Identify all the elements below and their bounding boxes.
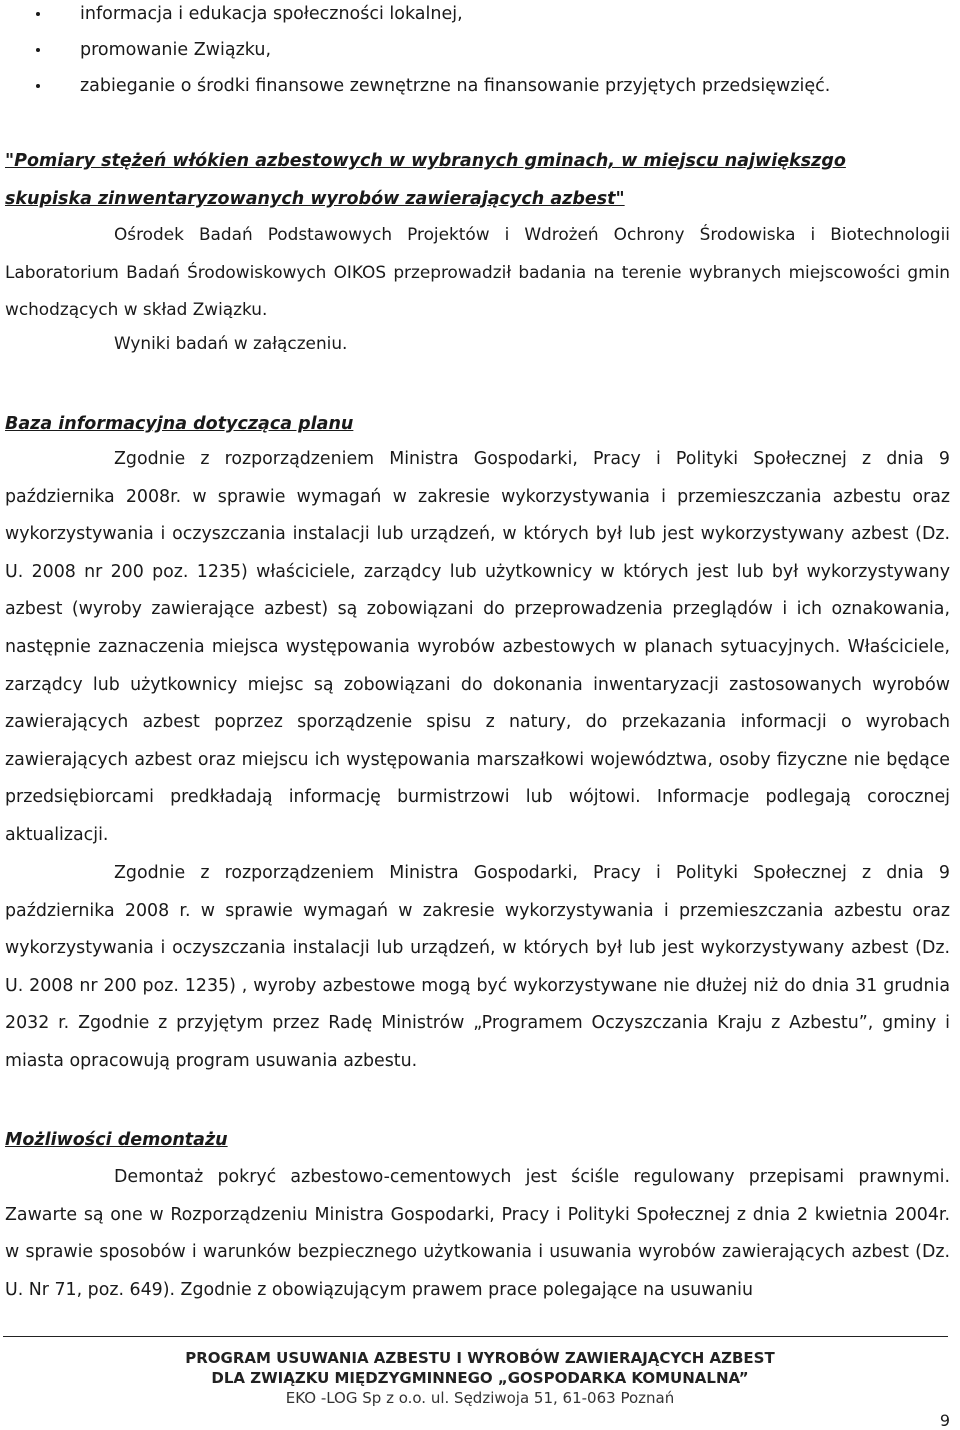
paragraph-text: Demontaż pokryć azbestowo-cementowych jest ściśle regulowany przepisami prawnymi. Zawarte są one w Rozporządzeniu Ministra Gospodarki, Pracy i Polityki Społecznej z dnia 2 kwietnia 2004r. w sprawie sposobów i warunków bezpiecznego użytkowania i usuwania wyrobów zawierających azbest (Dz. U. Nr 71, poz. 649). Zgodnie z obowiązującym prawem prace polegające na usuwaniu: [5, 1167, 950, 1300]
paragraph-text: Ośrodek Badań Podstawowych Projektów i Wdrożeń Ochrony Środowiska i Biotechnologii Laboratorium Badań Środowiskowych OIKOS przeprowadził badania na terenie wybranych miejscowości gmin wchodzących w skład Związku.: [5, 224, 950, 320]
footer-divider: [3, 1336, 948, 1337]
paragraph-text: Zgodnie z rozporządzeniem Ministra Gospodarki, Pracy i Polityki Społecznej z dnia 9 października 2008r. w sprawie wymagań w zakresie wykorzystywania i przemieszczania azbestu oraz wykorzystywania i oczyszczania instalacji lub urządzeń, w których był lub jest wykorzystywany azbest (Dz. U. 2008 nr 200 poz. 1235) właściciele, zarządcy lub użytkownicy w których jest lub był wykorzystywany azbest (wyroby zawierające azbest) są zobowiązani do przeprowadzenia przeglądów i ich oznakowania, następnie zaznaczenia miejsca występowania wyrobów azbestowych w planach sytuacyjnych. Właściciele, zarządcy lub użytkownicy miejsc są zobowiązani do dokonania inwentaryzacji zastosowanych wyrobów zawierających azbest poprzez sporządzenie spisu z natury, do przekazania informacji o wyrobach zawierających azbest oraz miejscu ich występowania marszałkowi województwa, osoby fizyczne nie będące przedsiębiorcami predkładają informację burmistrzowi lub wójtowi. Informacje podlegają corocznej aktualizacji.: [5, 449, 950, 845]
paragraph: [5, 325, 950, 363]
page-number: 9: [939, 1411, 950, 1430]
section-title-line-2: skupiska zinwentaryzowanych wyrobów zawierających azbest": [5, 189, 625, 209]
paragraph: [5, 855, 950, 1081]
footer-line-2: DLA ZWIĄZKU MIĘDZYGMINNEGO „GOSPODARKA KOMUNALNA”: [211, 1369, 749, 1387]
bullet-icon: [36, 48, 40, 52]
bullet-icon: [36, 12, 40, 16]
bullet-icon: [36, 84, 40, 88]
footer-line-1: PROGRAM USUWANIA AZBESTU I WYROBÓW ZAWIERAJĄCYCH AZBEST: [185, 1349, 775, 1367]
paragraph: [5, 216, 950, 329]
paragraph-text: Wyniki badań w załączeniu.: [114, 333, 348, 353]
paragraph: [5, 441, 950, 855]
footer-address: EKO -LOG Sp z o.o. ul. Sędziwoja 51, 61-063 Poznań: [285, 1389, 675, 1407]
list-item-text: informacja i edukacja społeczności lokalnej,: [80, 4, 463, 24]
section-heading: Możliwości demontażu: [5, 1130, 228, 1150]
list-item-text: zabieganie o środki finansowe zewnętrzne na finansowanie przyjętych przedsięwzięć.: [80, 76, 831, 96]
page-footer: [0, 1348, 960, 1408]
paragraph-text: Zgodnie z rozporządzeniem Ministra Gospodarki, Pracy i Polityki Społecznej z dnia 9 października 2008 r. w sprawie wymagań w zakresie wykorzystywania i przemieszczania azbestu oraz wykorzystywania i oczyszczania instalacji lub urządzeń, w których był lub jest wykorzystywany azbest (Dz. U. 2008 nr 200 poz. 1235) , wyroby azbestowe mogą być wykorzystywane nie dłużej niż do dnia 31 grudnia 2032 r. Zgodnie z przyjętym przez Radę Ministrów „Programem Oczyszczania Kraju z Azbestu”, gminy i miasta opracowują program usuwania azbestu.: [5, 863, 950, 1071]
section-heading: Baza informacyjna dotycząca planu: [5, 414, 354, 434]
section-title-line-1: "Pomiary stężeń włókien azbestowych w wybranych gminach, w miejscu największgo: [5, 151, 846, 171]
list-item-text: promowanie Związku,: [80, 40, 272, 60]
paragraph: [5, 1159, 950, 1309]
